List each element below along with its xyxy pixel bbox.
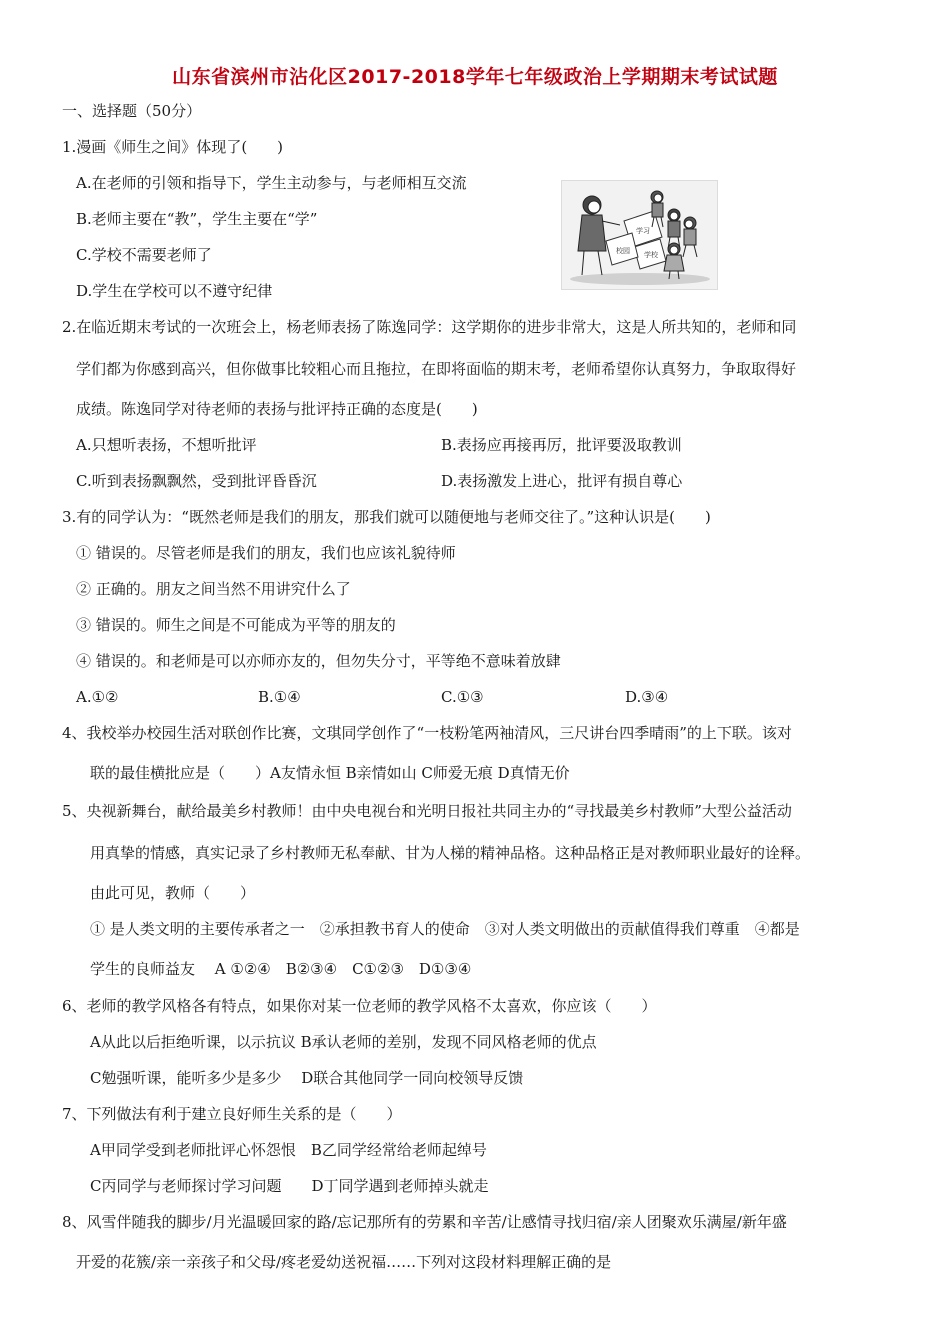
question-2-option-d: D.表扬激发上进心，批评有损自尊心 <box>441 472 683 490</box>
question-3-option-a: A.①② <box>76 688 119 706</box>
question-2-line-3: 成绩。陈逸同学对待老师的表扬与批评持正确的态度是( ) <box>76 400 478 418</box>
cartoon-teacher-students-icon <box>561 180 718 290</box>
question-2-line-2: 学们都为你感到高兴，但你做事比较粗心而且拖拉，在即将面临的期末考，老师希望你认真努力，争取取得好 <box>76 360 797 378</box>
question-8-line-2: 开爱的花簇/亲一亲孩子和父母/疼老爱幼送祝福……下列对这段材料理解正确的是 <box>76 1253 612 1271</box>
question-2-option-b: B.表扬应再接再厉，批评要汲取教训 <box>441 436 682 454</box>
question-7-options-line-1: A甲同学受到老师批评心怀怨恨 B乙同学经常给老师起绰号 <box>90 1141 487 1159</box>
question-1-option-d: D.学生在学校可以不遵守纪律 <box>76 282 273 300</box>
question-4-line-1: 4、我校举办校园生活对联创作比赛，文琪同学创作了“一枝粉笔两袖清风，三尺讲台四季晴雨”的上下联。该对 <box>62 724 792 742</box>
question-3-option-b: B.①④ <box>258 688 301 706</box>
question-6-options-line-2: C勉强听课，能听多少是多少 D联合其他同学一同向校领导反馈 <box>90 1069 524 1087</box>
question-5-line-1: 5、央视新舞台，献给最美乡村教师！由中央电视台和光明日报社共同主办的“寻找最美乡村教师”大型公益活动 <box>62 802 792 820</box>
sign-label-1: 学习 <box>636 227 650 235</box>
question-1-option-b: B.老师主要在“教”，学生主要在“学” <box>76 210 318 228</box>
question-5-line-2: 用真挚的情感，真实记录了乡村教师无私奉献、甘为人梯的精神品格。这种品格正是对教师职业最好的诠释。 <box>90 844 811 862</box>
sign-label-3: 校园 <box>616 247 630 255</box>
question-2-line-1: 2.在临近期末考试的一次班会上，杨老师表扬了陈逸同学：这学期你的进步非常大，这是人所共知的，老师和同 <box>62 318 797 336</box>
question-3-statement-1: ① 错误的。尽管老师是我们的朋友，我们也应该礼貌待师 <box>76 544 456 562</box>
question-7-stem: 7、下列做法有利于建立良好师生关系的是（ ） <box>62 1105 402 1123</box>
question-2-option-c: C.听到表扬飘飘然，受到批评昏昏沉 <box>76 472 317 490</box>
question-3-option-d: D.③④ <box>625 688 669 706</box>
sign-label-2: 学校 <box>644 251 658 259</box>
question-7-options-line-2: C丙同学与老师探讨学习问题 D丁同学遇到老师掉头就走 <box>90 1177 489 1195</box>
question-6-options-line-1: A从此以后拒绝听课，以示抗议 B承认老师的差别，发现不同风格老师的优点 <box>90 1033 597 1051</box>
question-1-stem: 1.漫画《师生之间》体现了( ) <box>62 138 284 156</box>
question-3-statement-2: ② 正确的。朋友之间当然不用讲究什么了 <box>76 580 351 598</box>
question-3-stem: 3.有的同学认为：“既然老师是我们的朋友，那我们就可以随便地与老师交往了。”这种认识是( ) <box>62 508 711 526</box>
question-8-line-1: 8、风雪伴随我的脚步/月光温暖回家的路/忘记那所有的劳累和辛苦/让感情寻找归宿/亲人团聚欢乐满屋/新年盛 <box>62 1213 787 1231</box>
question-3-statement-3: ③ 错误的。师生之间是不可能成为平等的朋友的 <box>76 616 396 634</box>
question-1-option-a: A.在老师的引领和指导下，学生主动参与，与老师相互交流 <box>76 174 467 192</box>
question-3-option-c: C.①③ <box>441 688 484 706</box>
section-heading: 一、选择题（50分） <box>62 102 202 120</box>
question-5-line-5: 学生的良师益友 A ①②④ B②③④ C①②③ D①③④ <box>90 960 472 978</box>
question-5-line-3: 由此可见，教师（ ） <box>90 884 256 902</box>
question-6-stem: 6、老师的教学风格各有特点，如果你对某一位老师的教学风格不太喜欢，你应该（ ） <box>62 997 657 1015</box>
question-2-option-a: A.只想听表扬，不想听批评 <box>76 436 257 454</box>
question-5-line-4: ① 是人类文明的主要传承者之一 ②承担教书育人的使命 ③对人类文明做出的贡献值得我们尊重 ④都是 <box>90 920 800 938</box>
question-4-line-2: 联的最佳横批应是（ ）A友情永恒 B亲情如山 C师爱无痕 D真情无价 <box>90 764 570 782</box>
document-title: 山东省滨州市沾化区2017-2018学年七年级政治上学期期末考试试题 <box>172 66 778 88</box>
question-1-option-c: C.学校不需要老师了 <box>76 246 212 264</box>
question-3-statement-4: ④ 错误的。和老师是可以亦师亦友的，但勿失分寸，平等绝不意味着放肆 <box>76 652 561 670</box>
